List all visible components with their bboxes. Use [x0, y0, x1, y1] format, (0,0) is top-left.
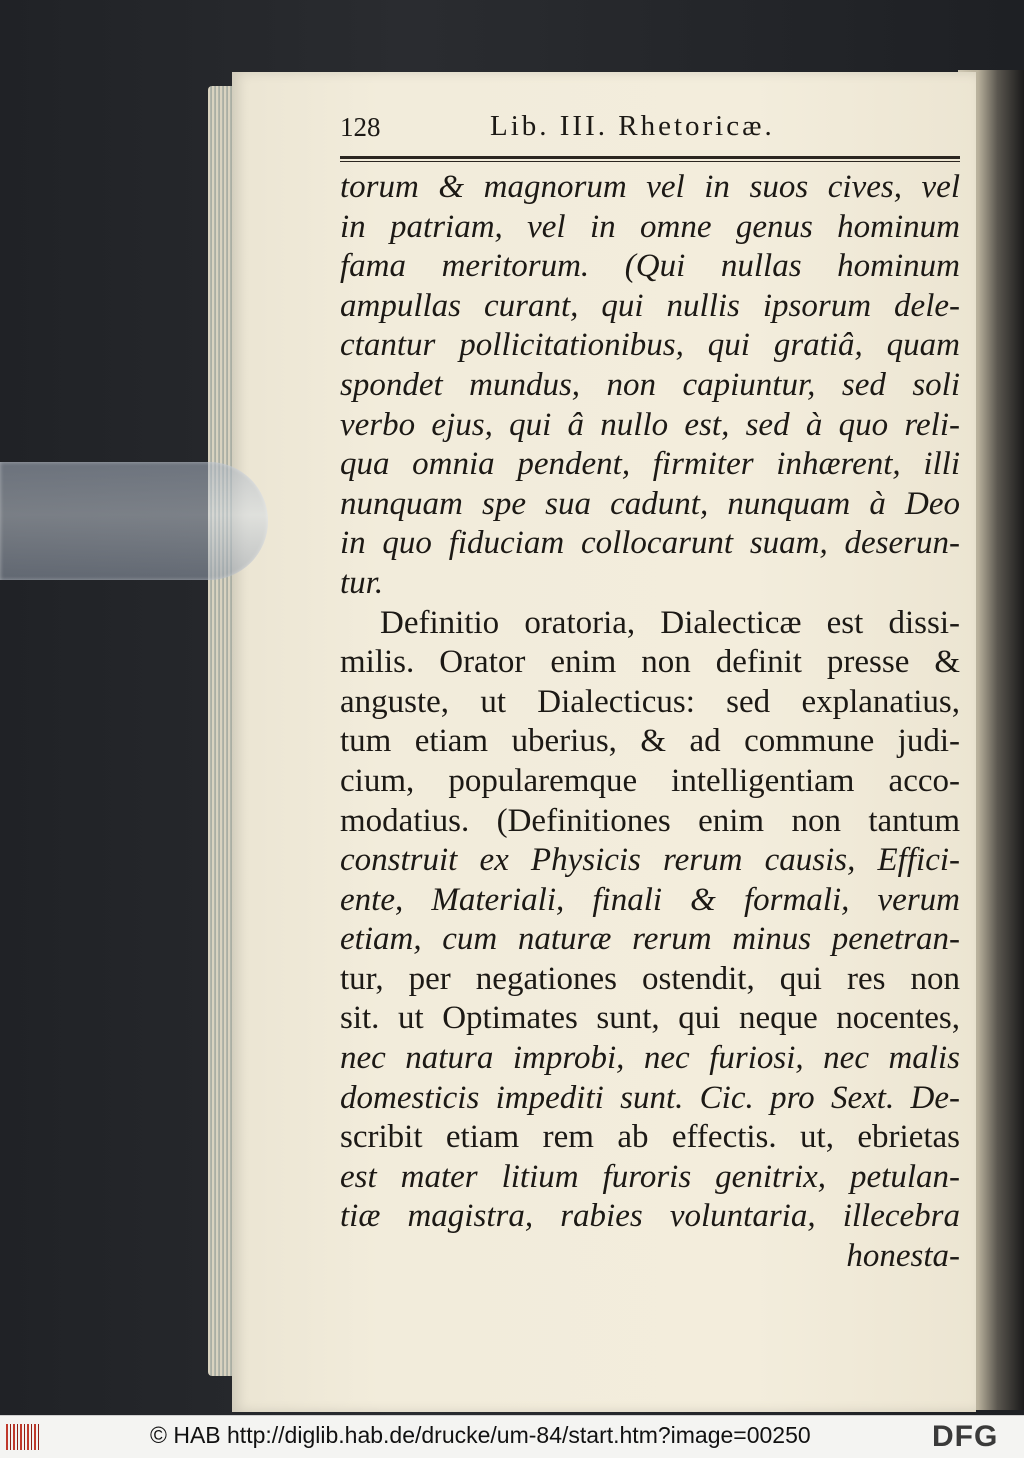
- page-number: 128: [340, 112, 381, 142]
- text-line: tur.: [340, 564, 384, 601]
- text-line: tum etiam uberius, & ad commune judi-: [340, 723, 960, 760]
- text-line: spondet mundus, non capiuntur, sed soli: [340, 366, 960, 403]
- page-stack-edge: [208, 86, 234, 1376]
- page-holder-clip: [0, 462, 268, 580]
- text-line: est mater litium furoris genitrix, petulan-: [340, 1158, 960, 1195]
- copyright-url[interactable]: © HAB http://diglib.hab.de/drucke/um-84/start.htm?image=00250: [150, 1422, 811, 1448]
- dfg-logo: DFG: [932, 1420, 999, 1453]
- text-line: nunquam spe sua cadunt, nunquam à Deo: [340, 485, 960, 522]
- library-barcode-icon: [6, 1424, 40, 1450]
- text-line: ente, Materiali, finali & formali, verum: [340, 881, 960, 918]
- text-line: nec natura improbi, nec furiosi, nec malis: [340, 1040, 960, 1077]
- header-rule-thin: [340, 161, 960, 162]
- text-line: tiæ magistra, rabies voluntaria, illecebra: [340, 1198, 960, 1235]
- text-line: tur, per negationes ostendit, qui res non: [340, 960, 960, 997]
- text-line: in patriam, vel in omne genus hominum: [340, 208, 960, 245]
- text-line: qua omnia pendent, firmiter inhærent, illi: [340, 446, 960, 483]
- running-head: Lib. III. Rhetoricæ.: [490, 110, 775, 142]
- text-line: verbo ejus, qui â nullo est, sed à quo reli-: [340, 406, 960, 443]
- text-line: honesta-: [846, 1238, 960, 1275]
- page-header: [340, 104, 960, 154]
- text-line: sit. ut Optimates sunt, qui neque nocentes,: [340, 1000, 960, 1037]
- text-line: cium, popularemque intelligentiam acco-: [340, 762, 960, 799]
- text-line: ctantur pollicitationibus, qui gratiâ, quam: [340, 327, 960, 364]
- text-line: in quo fiduciam collocarunt suam, deserun-: [340, 525, 960, 562]
- text-line: etiam, cum naturæ rerum minus penetran-: [340, 921, 960, 958]
- header-rule: [340, 156, 960, 159]
- text-line: ampullas curant, qui nullis ipsorum dele-: [340, 287, 960, 324]
- page-body-text: [340, 168, 960, 1277]
- text-line: domesticis impediti sunt. Cic. pro Sext. De-: [340, 1079, 960, 1116]
- text-line: scribit etiam rem ab effectis. ut, ebrietas: [340, 1119, 960, 1156]
- text-line: Definitio oratoria, Dialecticæ est dissi-: [380, 604, 960, 641]
- text-line: fama meritorum. (Qui nullas hominum: [340, 248, 960, 285]
- text-line: modatius. (Definitiones enim non tantum: [340, 802, 960, 839]
- text-line: construit ex Physicis rerum causis, Effici-: [340, 842, 960, 879]
- text-line: anguste, ut Dialecticus: sed explanatius,: [340, 683, 960, 720]
- text-line: milis. Orator enim non definit presse &: [340, 644, 960, 681]
- text-line: torum & magnorum vel in suos cives, vel: [340, 169, 960, 205]
- footer-bar: [0, 1415, 1024, 1458]
